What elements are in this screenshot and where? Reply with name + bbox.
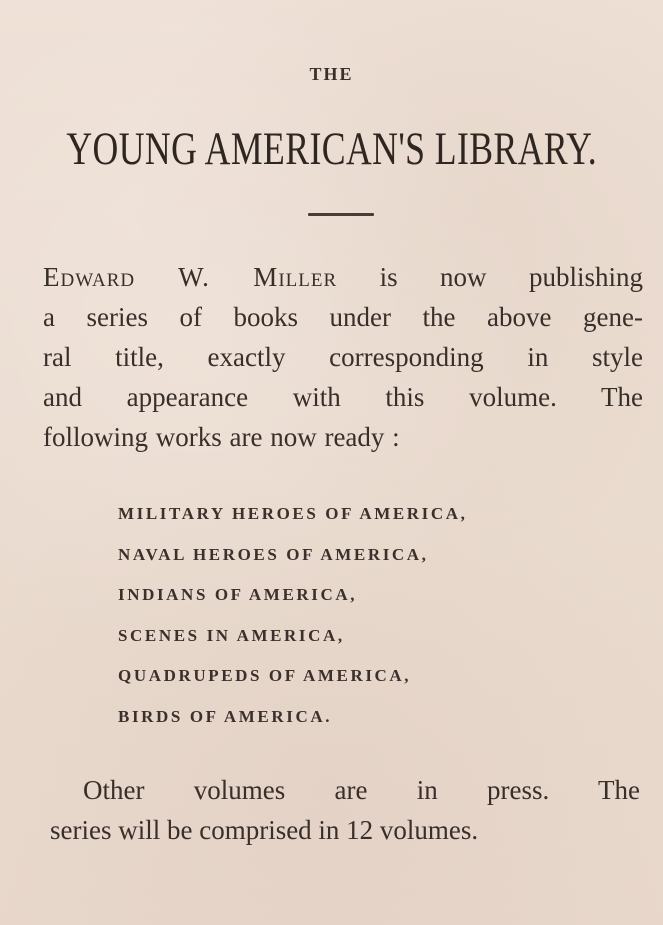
outro-line-2: series will be comprised in 12 volumes. — [50, 815, 479, 845]
list-item: QUADRUPEDS OF AMERICA, — [118, 666, 412, 685]
header-kicker: THE — [309, 64, 354, 84]
page-title — [0, 123, 663, 175]
outro-line-1: Other volumes are in press. The — [83, 775, 640, 805]
intro-line-4: and appearance with this volume. The — [43, 382, 643, 412]
list-item: BIRDS OF AMERICA. — [118, 706, 333, 726]
list-item: SCENES IN AMERICA, — [118, 625, 345, 645]
intro-paragraph — [43, 257, 643, 457]
works-list — [118, 494, 468, 737]
intro-line-1 — [43, 257, 643, 297]
intro-line-2: a series of books under the above gene- — [43, 302, 643, 332]
publisher-name: Edward W. Miller — [43, 262, 338, 292]
intro-line-5: following works are now ready : — [43, 422, 400, 452]
intro-line-1-rest: is now publishing — [379, 262, 644, 292]
list-item: INDIANS OF AMERICA, — [118, 585, 358, 604]
title-divider — [308, 213, 374, 216]
intro-line-3: ral title, exactly corresponding in style — [43, 342, 643, 372]
outro-paragraph — [50, 770, 640, 850]
list-item: MILITARY HEROES OF AMERICA, — [118, 504, 468, 523]
page-title-text: YOUNG AMERICAN'S LIBRARY. — [66, 123, 597, 175]
list-item: NAVAL HEROES OF AMERICA, — [118, 544, 429, 564]
